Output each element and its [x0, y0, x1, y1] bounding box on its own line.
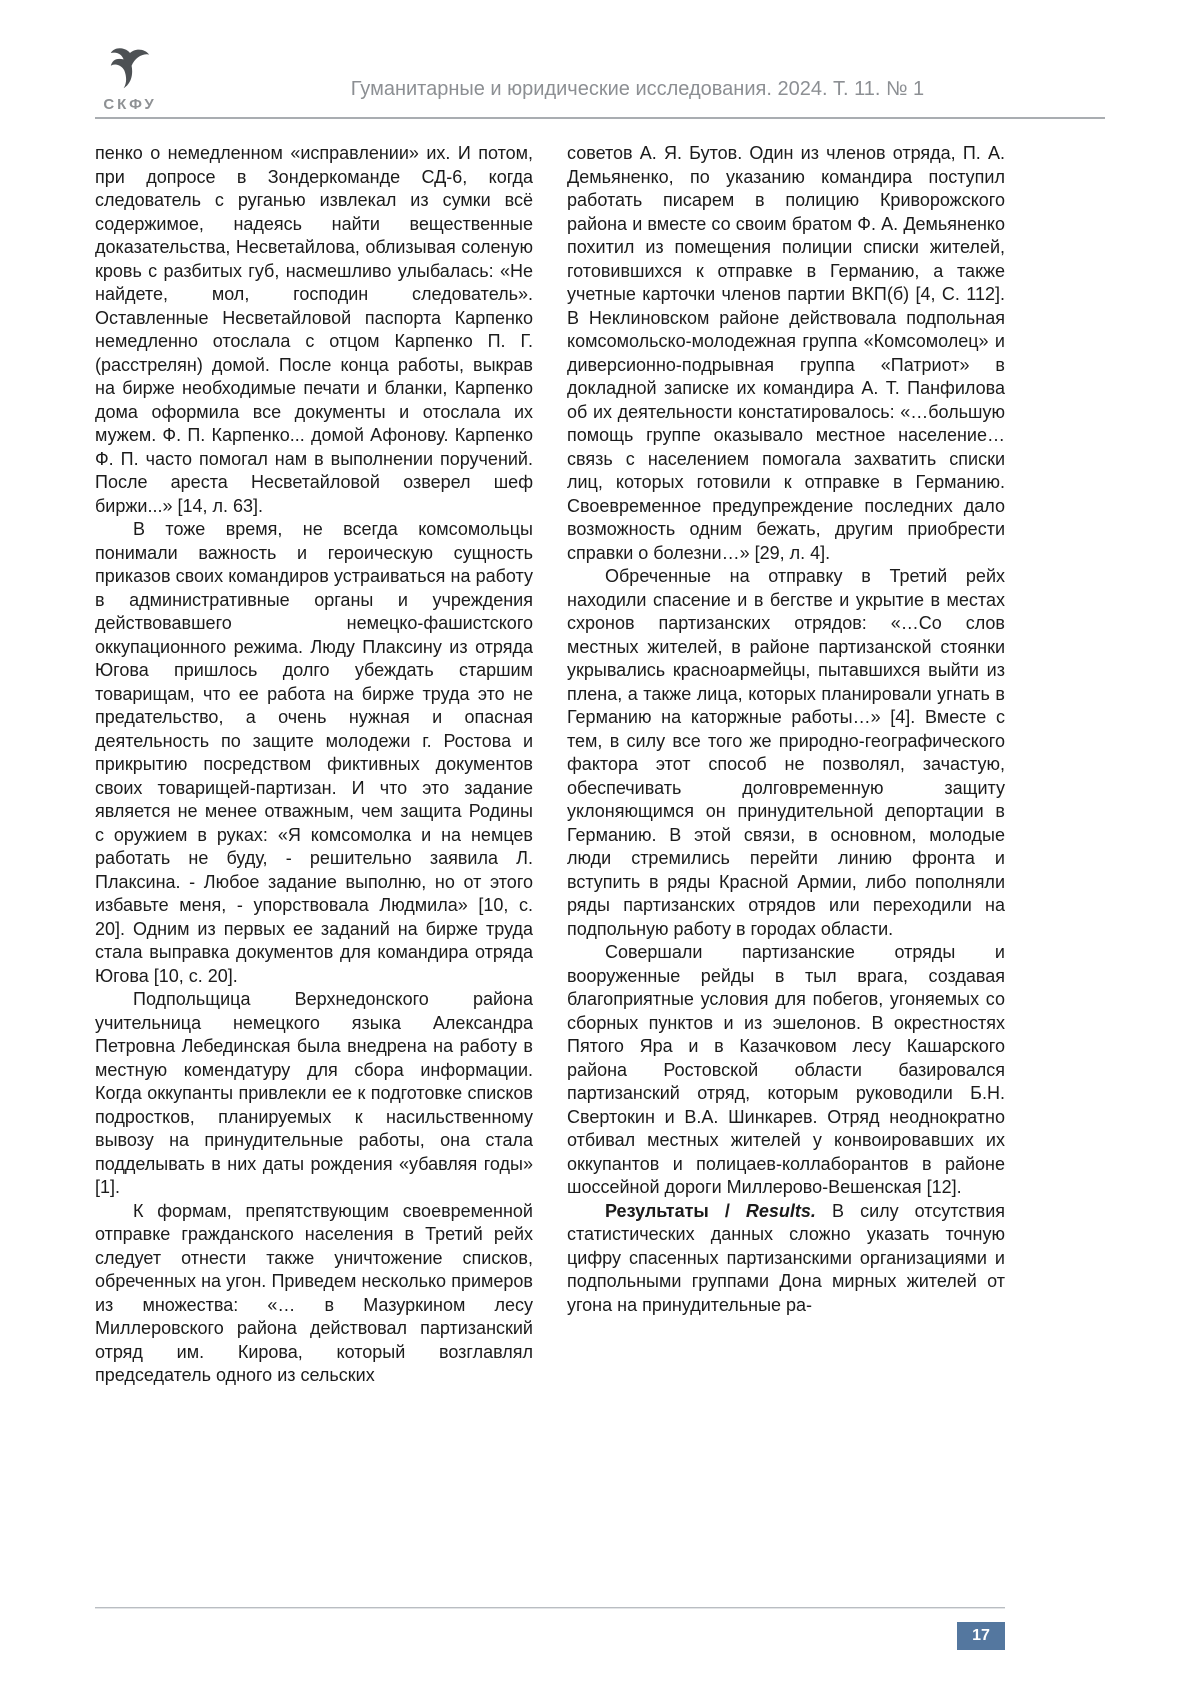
article-body [95, 142, 1005, 1388]
header-divider [95, 117, 1105, 119]
paragraph: К формам, препятствующим своевременной отправке гражданского населения в Третий рейх следует отнести также уничтожение списков, обреченных на угон. Приведем несколько примеров из множества: «… в Мазуркином лесу Миллеровского района действовал партизанский отряд им. Кирова, который возглавлял председатель одного из сельских [95, 1200, 533, 1385]
left-column [95, 142, 533, 1388]
skfu-eagle-icon [95, 44, 165, 94]
paragraph: В тоже время, не всегда комсомольцы понимали важность и героическую сущность приказов своих командиров устраиваться на работу в административные органы и учреждения действовавшего немецко-фашистского оккупационного режима. Люду Плаксину из отряда Югова пришлось долго убеждать старшим товарищам, что ее работа на бирже труда это не предательство, а очень нужная и опасная деятельность по защите молодежи г. Ростова и прикрытию посредством фиктивных документов своих товарищей-партизан. И что это задание является не менее отважным, чем защита Родины с оружием в руках: «Я комсомолка и на немцев работать не буду, - решительно заявила Л. Плаксина. - Любое задание выполню, но от этого избавьте меня, - упорствовала Людмила» [10, с. 20]. Одним из первых ее заданий на бирже труда стала выправка документов для командира отряда Югова [10, с. 20]. [95, 519, 533, 986]
paragraph: Результаты / Results. В силу отсутствия статистических данных сложно указать точную цифру спасенных партизанскими организациями и подпольными группами Дона мирных жителей от угона на принудительные ра- [567, 1200, 1005, 1315]
university-logo [95, 44, 165, 113]
paragraph: Подпольщица Верхнедонского района учительница немецкого языка Александра Петровна Лебединская была внедрена на работу в местную комендатуру для сбора информации. Когда оккупанты привлекли ее к подготовке списков подростков, планируемых к насильственному вывозу на принудительные работы, она стала подделывать в них даты рождения «убавляя годы» [1]. [95, 989, 533, 1197]
paragraph: Обреченные на отправку в Третий рейх находили спасение и в бегстве и укрытие в местах схронов партизанских отрядов: «…Со слов местных жителей, в районе партизанской стоянки укрывались красноармейцы, пытавшихся выйти из плена, а также лица, которых планировали угнать в Германию на каторжные работы…» [4]. Вместе с тем, в силу все того же природно-географического фактора этот способ не позволял, зачастую, обеспечивать долговременную защиту уклоняющимся он принудительной депортации в Германию. В этой связи, в основном, молодые люди стремились перейти линию фронта и вступить в ряды Красной Армии, либо пополняли ряды партизанских отрядов или переходили на подпольную работу в городах области. [567, 566, 1005, 939]
journal-title: Гуманитарные и юридические исследования. 2024. Т. 11. № 1 [350, 78, 925, 100]
page-number-badge: 17 [957, 1622, 1005, 1650]
paragraph: пенко о немедленном «исправлении» их. И потом, при допросе в Зондеркоманде СД-6, когда следователь с руганью извлекал из сумки всё содержимое, надеясь найти вещественные доказательства, Несветайлова, облизывая соленую кровь с разбитых губ, насмешливо улыбалась: «Не найдете, мол, господин следователь». Оставленные Несветайловой паспорта Карпенко немедленно отослала с отцом Карпенко П. Г. (расстрелян) домой. После конца работы, выкрав на бирже необходимые печати и бланки, Карпенко дома оформила все документы и отослала их мужем. Ф. П. Карпенко... домой Афонову. Карпенко Ф. П. часто помогал нам в выполнении поручений. После ареста Несветайловой озверел шеф биржи...» [14, л. 63]. [95, 143, 533, 516]
paragraph: советов А. Я. Бутов. Один из членов отряда, П. А. Демьяненко, по указанию командира поступил работать писарем в полицию Криворожского района и вместе со своим братом Ф. А. Демьяненко похитил из помещения полиции списки жителей, готовившихся к отправке в Германию, а также учетные карточки членов партии ВКП(б) [4, С. 112]. В Неклиновском районе действовала подпольная комсомольско-молодежная группа «Комсомолец» и диверсионно-подрывная группа «Патриот» в докладной записке их командира А. Т. Панфилова об их деятельности констатировалось: «…большую помощь группе оказывало местное население…связь с населением помогала захватить списки лиц, которых готовили к отправке в Германию. Своевременное предупреждение последних дало возможность одним бежать, другим приобрести справки о болезни…» [29, л. 4]. [567, 143, 1005, 563]
footer-divider [95, 1607, 1005, 1608]
paragraph: Совершали партизанские отряды и вооруженные рейды в тыл врага, создавая благоприятные условия для побегов, угоняемых со сборных пунктов и из эшелонов. В окрестностях Пятого Яра и в Казачковом лесу Кашарского района Ростовской области базировался партизанский отряд, которым руководили Б.Н. Свертокин и В.А. Шинкарев. Отряд неоднократно отбивал местных жителей у конвоировавших их оккупантов и полицаев-коллаборантов в районе шоссейной дороги Миллерово-Вешенская [12]. [567, 942, 1005, 1197]
logo-text: СКФУ [103, 96, 157, 113]
right-column [567, 142, 1005, 1388]
